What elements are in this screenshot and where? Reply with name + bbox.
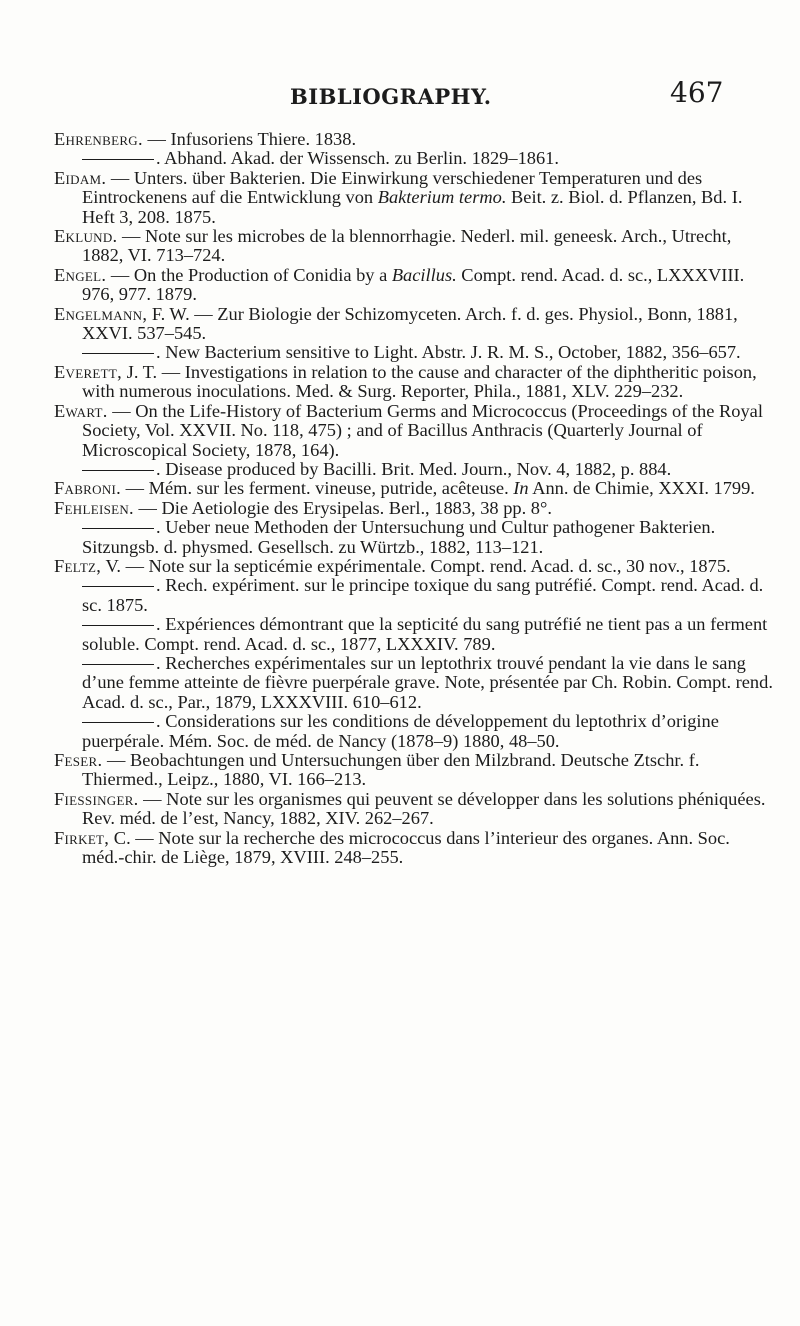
ditto-dash: [82, 722, 154, 723]
entry-text: . Ueber neue Methoden der Untersuchung und Cultur pathogener Bakterien. Sitzungsb. d. physmed. Gesellsch. zu Würtzb., 1882, 113–121.: [82, 517, 716, 557]
bibliography-entry: [54, 149, 774, 168]
ditto-dash: [82, 159, 154, 160]
entry-text: . Rech. expériment. sur le principe toxique du sang putréfié. Compt. rend. Acad. d. sc. 1875.: [82, 575, 764, 615]
bibliography-entry: [54, 363, 774, 402]
entry-italic: In: [513, 478, 529, 499]
bibliography-entry: [54, 751, 774, 790]
entry-text: V. — Note sur la septicémie expérimentale. Compt. rend. Acad. d. sc., 30 nov., 1875.: [101, 555, 731, 576]
entry-author: Fabroni.: [54, 478, 122, 499]
entry-text: — On the Life-History of Bacterium Germs and Micrococcus (Proceedings of the Royal Society, Vol. XXVII. No. 118, 475) ; and of Bacillus Anthracis (Quarterly Journal of Microscopical Society, 1878, 164).: [82, 400, 763, 460]
entry-text: C. — Note sur la recherche des micrococcus dans l’interieur des organes. Ann. Soc. méd.-chir. de Liège, 1879, XVIII. 248–255.: [82, 827, 730, 868]
entry-text: Compt. rend. Acad. d. sc., LXXXVIII. 976, 977. 1879.: [82, 264, 745, 305]
entry-author: Feltz,: [54, 555, 102, 576]
entry-text: — Note sur les organismes qui peuvent se développer dans les solutions phéniquées. Rev. méd. de l’est, Nancy, 1882, XIV. 262–267.: [82, 788, 766, 829]
entry-author: Ehrenberg.: [54, 129, 143, 149]
entry-text: . Disease produced by Bacilli. Brit. Med. Journ., Nov. 4, 1882, p. 884.: [156, 458, 672, 479]
entry-text: F. W. — Zur Biologie der Schizomyceten. Arch. f. d. ges. Physiol., Bonn, 1881, XXVI. 537–545.: [82, 303, 738, 344]
bibliography-entry: [54, 557, 774, 576]
entry-author: Everett,: [54, 361, 123, 382]
bibliography-entry: [54, 518, 774, 557]
entry-text: — Infusoriens Thiere. 1838.: [142, 129, 357, 149]
entry-text: — Die Aetiologie des Erysipelas. Berl., 1883, 38 pp. 8°.: [133, 497, 552, 518]
ditto-dash: [82, 586, 154, 587]
bibliography-entry: [54, 615, 774, 654]
entry-author: Fiessinger.: [54, 788, 139, 809]
entry-text: . New Bacterium sensitive to Light. Abstr. J. R. M. S., October, 1882, 356–657.: [156, 342, 741, 363]
entry-text: J. T. — Investigations in relation to the cause and character of the diphtheritic poison, with numerous inoculations. Med. & Surg. Reporter, Phila., 1881, XLV. 229–232.: [82, 361, 757, 402]
ditto-dash: [82, 625, 154, 626]
bibliography-entry: [54, 266, 774, 305]
bibliography-entry: [54, 460, 774, 479]
entry-author: Feser.: [54, 750, 103, 770]
entry-text: — Unters. über Bakterien. Die Einwirkung verschiedener Temperaturen und des Eintrockenens auf die Entwicklung von: [82, 167, 703, 208]
entry-text: . Abhand. Akad. der Wissensch. zu Berlin. 1829–1861.: [156, 148, 559, 169]
bibliography-entry: [54, 305, 774, 344]
bibliography-entry: [54, 227, 774, 266]
bibliography-entry: [54, 829, 774, 868]
entry-text: . Considerations sur les conditions de développement du leptothrix d’origine puerpérale. Mém. Soc. de méd. de Nancy (1878–9) 1880, 48–50.: [82, 711, 719, 751]
entry-text: Beit. z. Biol. d. Pflanzen, Bd. I. Heft 3, 208. 1875.: [82, 187, 743, 227]
bibliography-entry: [54, 343, 774, 362]
bibliography-entry: [54, 790, 774, 829]
ditto-dash: [82, 353, 154, 354]
bibliography-entry: [54, 576, 774, 615]
entry-author: Ewart.: [54, 400, 108, 421]
entry-text: — Beobachtungen und Untersuchungen über den Milzbrand. Deutsche Ztschr. f. Thiermed., Leipz., 1880, VI. 166–213.: [82, 750, 700, 790]
ditto-dash: [82, 664, 154, 665]
entry-text: — On the Production of Conidia by a: [106, 264, 392, 285]
entry-text: Ann. de Chimie, XXXI. 1799.: [528, 478, 755, 499]
bibliography-list: [54, 130, 774, 867]
entry-author: Engel.: [54, 264, 107, 285]
bibliography-entry: [54, 402, 774, 460]
ditto-dash: [82, 528, 154, 529]
bibliography-entry: [54, 654, 774, 712]
entry-author: Firket,: [54, 827, 110, 848]
entry-text: — Note sur les microbes de la blennorrhagie. Nederl. mil. geneesk. Arch., Utrecht, 1882, VI. 713–724.: [82, 226, 732, 266]
entry-author: Eidam.: [54, 167, 107, 188]
bibliography-entry: [54, 169, 774, 227]
entry-italic: Bakterium termo.: [377, 187, 507, 208]
entry-text: . Recherches expérimentales sur un leptothrix trouvé pendant la vie dans le sang d’une femme atteinte de fièvre puerpérale grave. Note, présentée par Ch. Robin. Compt. rend. Acad. d. sc., Par., 1879, LXXXVIII. 610–612.: [82, 652, 773, 712]
bibliography-entry: [54, 479, 774, 498]
entry-author: Fehleisen.: [54, 497, 134, 518]
bibliography-entry: [54, 712, 774, 751]
entry-author: Eklund.: [54, 226, 118, 247]
entry-italic: Bacillus.: [391, 264, 457, 285]
ditto-dash: [82, 470, 154, 471]
entry-author: Engelmann,: [54, 303, 148, 324]
running-head: [0, 72, 800, 112]
page-number: 467: [670, 76, 724, 109]
entry-text: . Expériences démontrant que la septicité du sang putréfié ne tient pas a un ferment soluble. Compt. rend. Acad. d. sc., 1877, LXXXIV. 789.: [82, 614, 768, 654]
running-title: BIBLIOGRAPHY.: [290, 84, 492, 109]
bibliography-entry: [54, 499, 774, 518]
entry-text: — Mém. sur les ferment. vineuse, putride, acêteuse.: [121, 478, 514, 499]
bibliography-entry: [54, 130, 774, 149]
